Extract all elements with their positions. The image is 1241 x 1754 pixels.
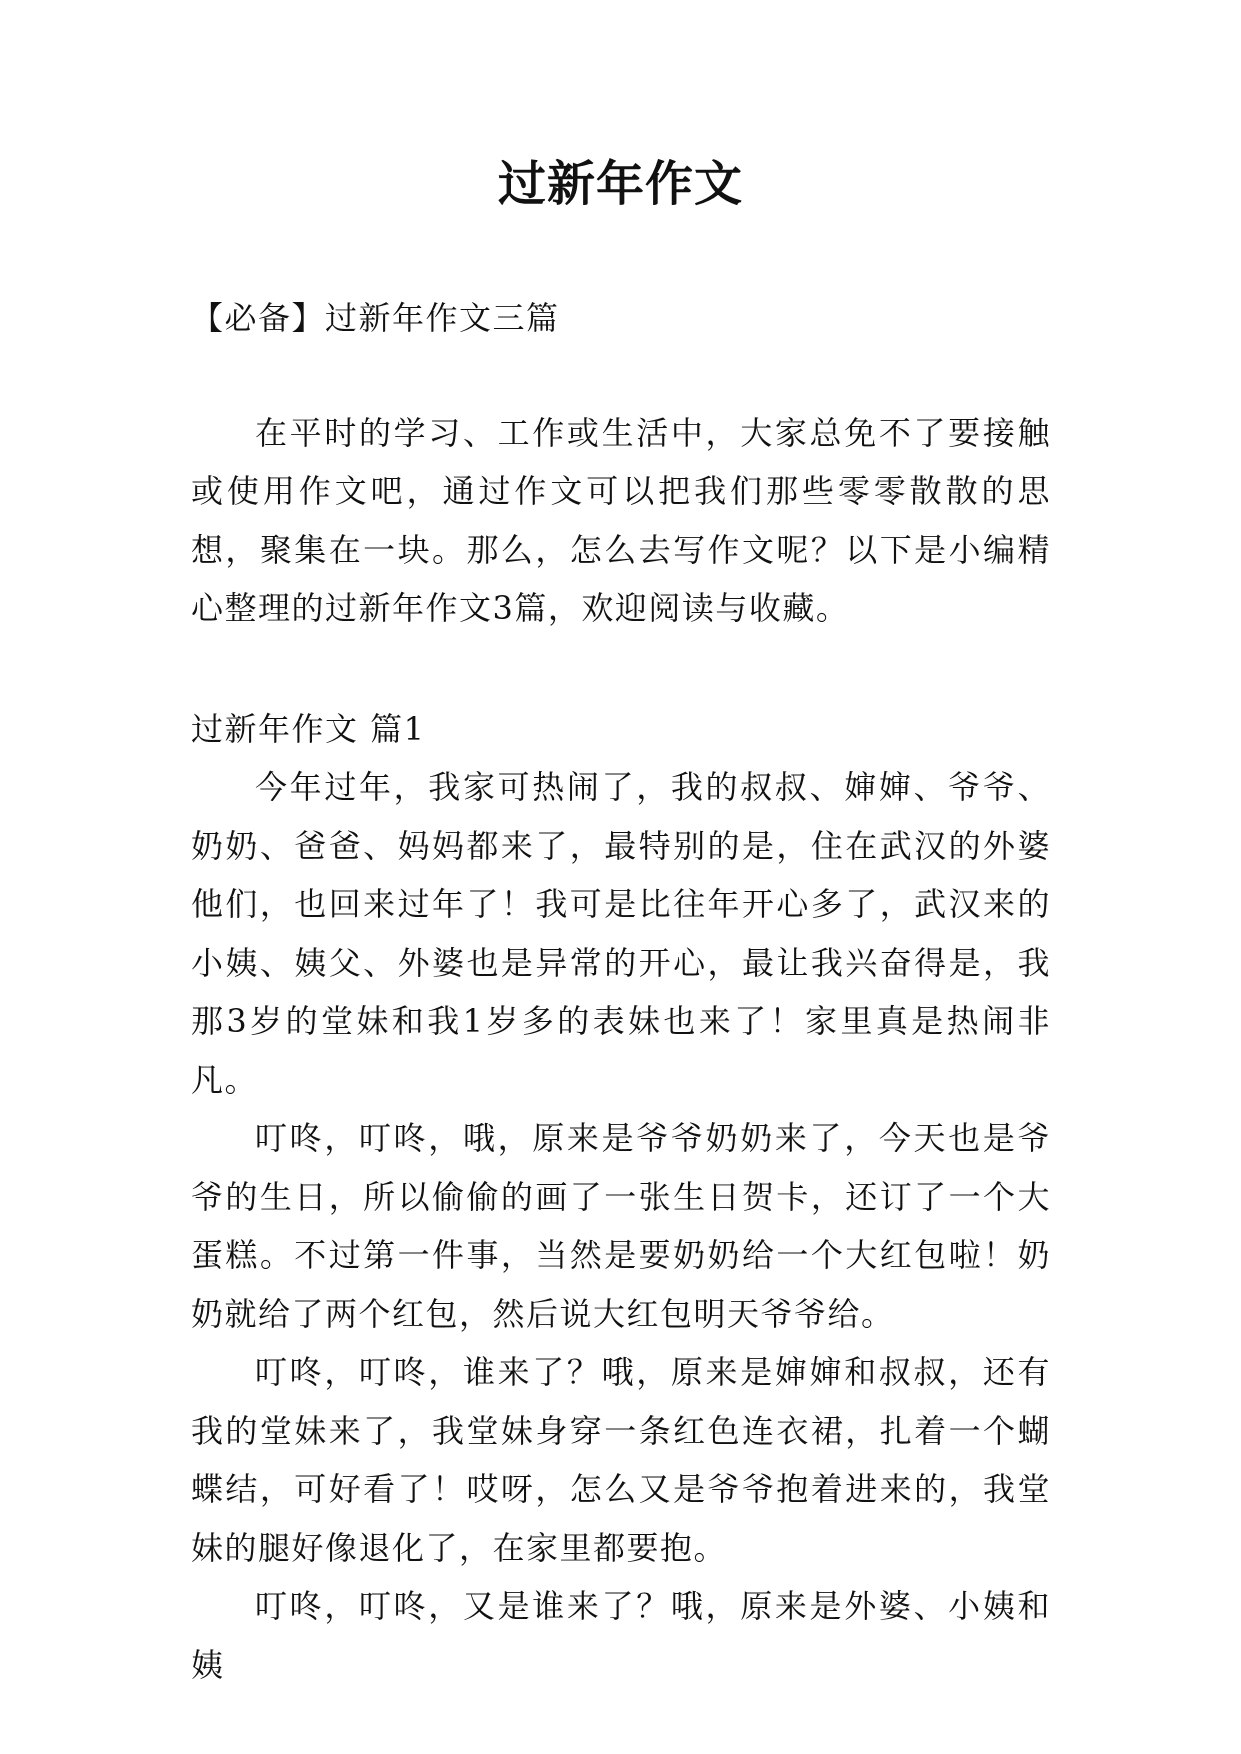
body-paragraph-2: 叮咚，叮咚，哦，原来是爷爷奶奶来了，今天也是爷爷的生日，所以偷偷的画了一张生日贺卡，还订了一个大蛋糕。不过第一件事，当然是要奶奶给一个大红包啦！奶奶就给了两个红包，然后说大红包明天爷爷给。 bbox=[191, 1119, 1051, 1333]
intro-paragraph: 在平时的学习、工作或生活中，大家总免不了要接触或使用作文吧，通过作文可以把我们那些零零散散的思想，聚集在一块。那么，怎么去写作文呢？以下是小编精心整理的过新年作文3篇，欢迎阅读与收藏。 bbox=[191, 413, 1051, 627]
section-heading: 过新年作文 篇1 bbox=[191, 709, 426, 748]
body-paragraph-3: 叮咚，叮咚，谁来了？哦，原来是婶婶和叔叔，还有我的堂妹来了，我堂妹身穿一条红色连衣裙，扎着一个蝴蝶结，可好看了！哎呀，怎么又是爷爷抱着进来的，我堂妹的腿好像退化了，在家里都要抱。 bbox=[191, 1353, 1051, 1567]
document-body bbox=[191, 289, 1051, 1694]
document-title: 过新年作文 bbox=[497, 156, 743, 212]
body-paragraph-4: 叮咚，叮咚，又是谁来了？哦，原来是外婆、小姨和姨 bbox=[191, 1587, 1051, 1684]
body-paragraph-1: 今年过年，我家可热闹了，我的叔叔、婶婶、爷爷、奶奶、爸爸、妈妈都来了，最特别的是，住在武汉的外婆他们，也回来过年了！我可是比往年开心多了，武汉来的小姨、姨父、外婆也是异常的开心，最让我兴奋得是，我那3岁的堂妹和我1岁多的表妹也来了！家里真是热闹非凡。 bbox=[191, 768, 1051, 1099]
document-subtitle: 【必备】过新年作文三篇 bbox=[191, 299, 560, 337]
